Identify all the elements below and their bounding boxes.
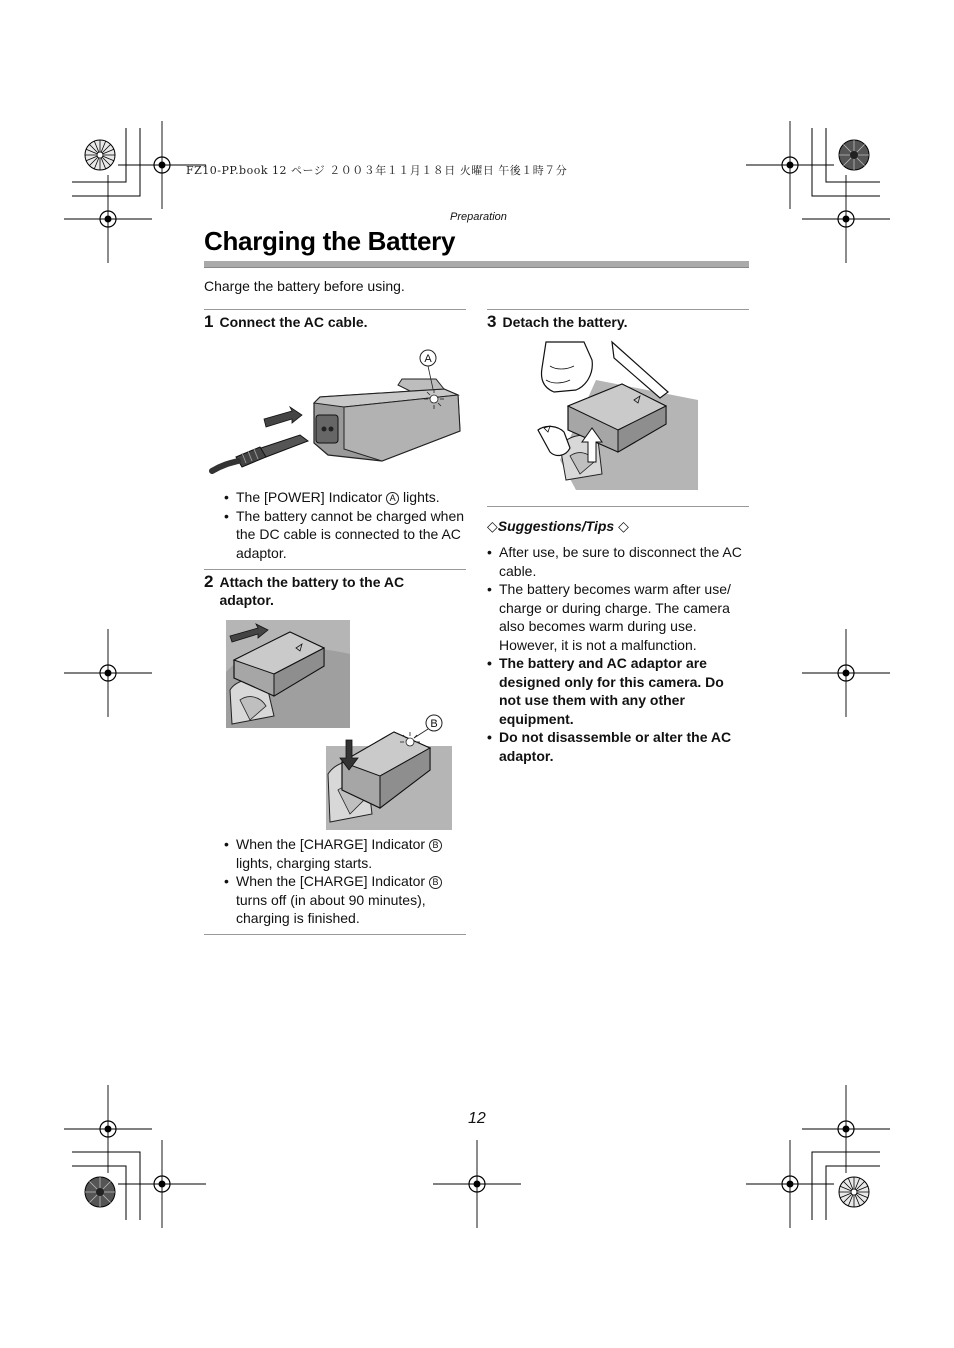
bullet-text: When the [CHARGE] Indicator [236, 873, 429, 889]
step-2-title: Attach the battery to the AC adaptor. [219, 574, 405, 608]
indicator-b-marker: B [429, 839, 442, 852]
step-2-bullet-starts [224, 835, 466, 872]
step-2-bullet-finished [224, 872, 466, 928]
tip-item-warning: • The battery and AC adaptor are designed only for this camera. Do not use them with any other equipment. [487, 654, 745, 728]
step-3-title: Detach the battery. [502, 314, 628, 330]
indicator-a-marker: A [386, 492, 399, 505]
tips-heading-text: Suggestions/Tips [497, 518, 615, 534]
bullet-text: lights, charging starts. [236, 854, 373, 871]
attach-battery-press-illustration [326, 714, 452, 830]
section-label: Preparation [450, 211, 507, 223]
step-1-title: Connect the AC cable. [219, 314, 368, 330]
step-2-heading [204, 573, 466, 609]
diamond-icon: ◇ [618, 518, 629, 534]
tip-item-warning: • Do not disassemble or alter the AC adaptor. [487, 728, 745, 765]
page-number: 12 [468, 1110, 486, 1127]
step-1-bullet-power [224, 488, 466, 507]
detach-battery-illustration [536, 340, 698, 490]
step-1-bullets [224, 488, 466, 562]
diamond-icon: ◇ [487, 518, 498, 534]
tip-item: • After use, be sure to disconnect the AC cable. [487, 543, 745, 580]
suggestions-tips-heading [487, 518, 629, 535]
left-column-bottom-rule [204, 934, 466, 935]
tip-item: • The battery becomes warm after use/ charge or during charge. The camera also becomes warm during use. However, it is not a malfunction. [487, 580, 745, 654]
ac-cable-illustration [208, 345, 464, 477]
attach-battery-slide-illustration [226, 620, 350, 728]
step-1-heading [204, 313, 466, 331]
step-2-top-rule [204, 569, 466, 570]
indicator-b-marker: B [429, 876, 442, 889]
page-title: Charging the Battery [204, 226, 456, 256]
figure-label-b: B [430, 718, 438, 730]
step-2-bullets [224, 835, 466, 928]
step-3-heading [487, 313, 749, 331]
step-1-number: 1 [204, 312, 214, 331]
bullet-text: The [POWER] Indicator [236, 489, 387, 505]
step-1-top-rule [204, 309, 466, 310]
step-3-number: 3 [487, 312, 497, 331]
print-slug-header: FZ10-PP.book 12 ページ ２００３年１１月１８日 火曜日 午後１時７分 [186, 164, 568, 177]
bullet-text: lights. [399, 489, 440, 505]
figure-label-a: A [424, 353, 432, 365]
title-underline-bar [204, 261, 749, 268]
intro-text: Charge the battery before using. [204, 278, 405, 294]
step-3-top-rule [487, 309, 749, 310]
step-2-number: 2 [204, 572, 214, 591]
tips-list [487, 543, 745, 765]
bullet-text: turns off (in about 90 minutes), charging is finished. [236, 891, 426, 926]
step-1-bullet-dc: • The battery cannot be charged when the DC cable is connected to the AC adaptor. [224, 507, 466, 563]
bullet-text: When the [CHARGE] Indicator [236, 836, 429, 852]
tips-top-rule [487, 506, 749, 507]
